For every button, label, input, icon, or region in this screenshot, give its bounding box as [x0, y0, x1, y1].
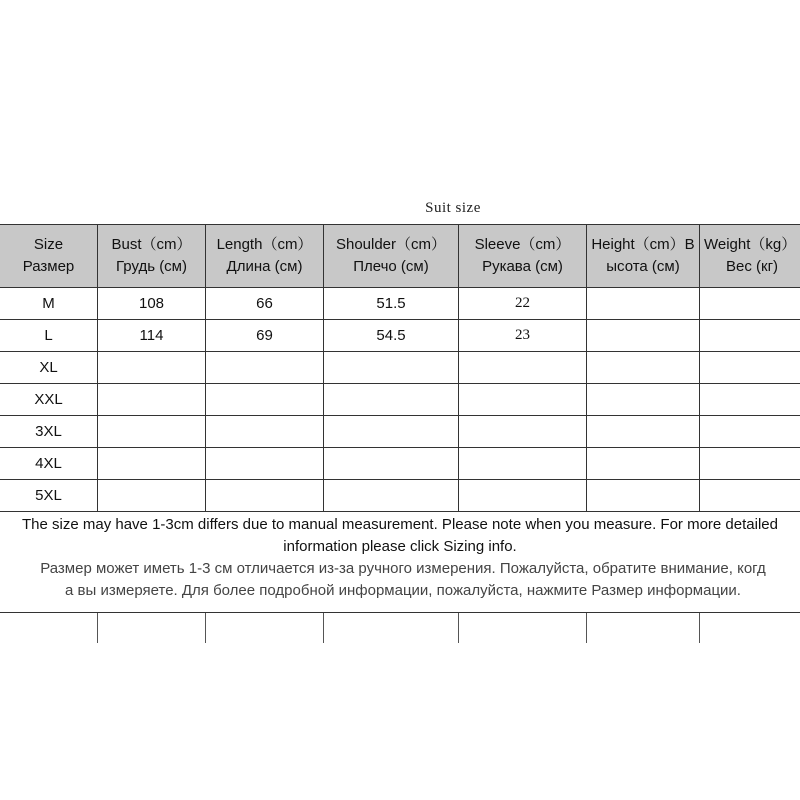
cell-weight: [700, 448, 800, 480]
note-russian-line-2: а вы измеряете. Для более подробной информации, пожалуйста, нажмите Размер информации.: [65, 582, 741, 599]
header-size: Size Размер: [0, 225, 98, 288]
header-shoulder: Shoulder（cm） Плечо (см): [324, 225, 459, 288]
cell-sleeve: [459, 416, 587, 448]
cell-length: 66: [206, 288, 324, 320]
cell-weight: [700, 480, 800, 512]
cell-shoulder: [324, 416, 459, 448]
table-row: [0, 384, 800, 416]
cell-size: XXL: [0, 384, 98, 416]
header-sleeve: Sleeve（cm） Рукава (см): [459, 225, 587, 288]
grid-line: [205, 613, 323, 643]
cell-length: [206, 416, 324, 448]
grid-line: [699, 613, 800, 643]
grid-continuation: [0, 613, 800, 643]
cell-height: [587, 448, 700, 480]
cell-shoulder: 51.5: [324, 288, 459, 320]
table-row: [0, 416, 800, 448]
table-row: [0, 288, 800, 320]
cell-weight: [700, 352, 800, 384]
cell-length: [206, 384, 324, 416]
size-chart: [0, 224, 800, 643]
cell-shoulder: 54.5: [324, 320, 459, 352]
cell-size: XL: [0, 352, 98, 384]
cell-size: 5XL: [0, 480, 98, 512]
cell-size: 3XL: [0, 416, 98, 448]
cell-bust: [98, 384, 206, 416]
cell-height: [587, 288, 700, 320]
size-table: [0, 224, 800, 512]
grid-line: [586, 613, 699, 643]
cell-height: [587, 416, 700, 448]
table-row: [0, 352, 800, 384]
header-row: [0, 225, 800, 288]
cell-sleeve: 23: [459, 320, 587, 352]
cell-bust: 114: [98, 320, 206, 352]
header-bust: Bust（cm） Грудь (см): [98, 225, 206, 288]
cell-size: L: [0, 320, 98, 352]
cell-bust: [98, 352, 206, 384]
measurement-note: [0, 512, 800, 613]
cell-shoulder: [324, 352, 459, 384]
note-russian-line-1: Размер может иметь 1-3 см отличается из-за ручного измерения. Пожалуйста, обратите внимание, когд: [40, 560, 766, 577]
cell-height: [587, 480, 700, 512]
cell-weight: [700, 384, 800, 416]
cell-length: [206, 352, 324, 384]
cell-sleeve: 22: [459, 288, 587, 320]
table-row: [0, 448, 800, 480]
cell-bust: [98, 448, 206, 480]
cell-shoulder: [324, 384, 459, 416]
cell-weight: [700, 288, 800, 320]
cell-length: [206, 480, 324, 512]
table-title: Suit size: [425, 200, 481, 216]
cell-bust: [98, 480, 206, 512]
cell-weight: [700, 416, 800, 448]
cell-bust: [98, 416, 206, 448]
cell-height: [587, 320, 700, 352]
table-row: [0, 480, 800, 512]
grid-line: [0, 613, 97, 643]
header-length: Length（cm） Длина (см): [206, 225, 324, 288]
header-height: Height（cm）В ысота (см): [587, 225, 700, 288]
cell-sleeve: [459, 352, 587, 384]
cell-sleeve: [459, 448, 587, 480]
cell-sleeve: [459, 480, 587, 512]
table-row: [0, 320, 800, 352]
cell-shoulder: [324, 480, 459, 512]
cell-weight: [700, 320, 800, 352]
cell-size: 4XL: [0, 448, 98, 480]
grid-line: [97, 613, 205, 643]
cell-size: M: [0, 288, 98, 320]
cell-shoulder: [324, 448, 459, 480]
cell-sleeve: [459, 384, 587, 416]
cell-bust: 108: [98, 288, 206, 320]
cell-height: [587, 384, 700, 416]
note-english: The size may have 1-3cm differs due to manual measurement. Please note when you measure. For more detailed information please click Sizing info.: [22, 516, 778, 555]
cell-length: [206, 448, 324, 480]
cell-length: 69: [206, 320, 324, 352]
cell-height: [587, 352, 700, 384]
grid-line: [323, 613, 458, 643]
header-weight: Weight（kg） Вес (кг): [700, 225, 800, 288]
grid-line: [458, 613, 586, 643]
